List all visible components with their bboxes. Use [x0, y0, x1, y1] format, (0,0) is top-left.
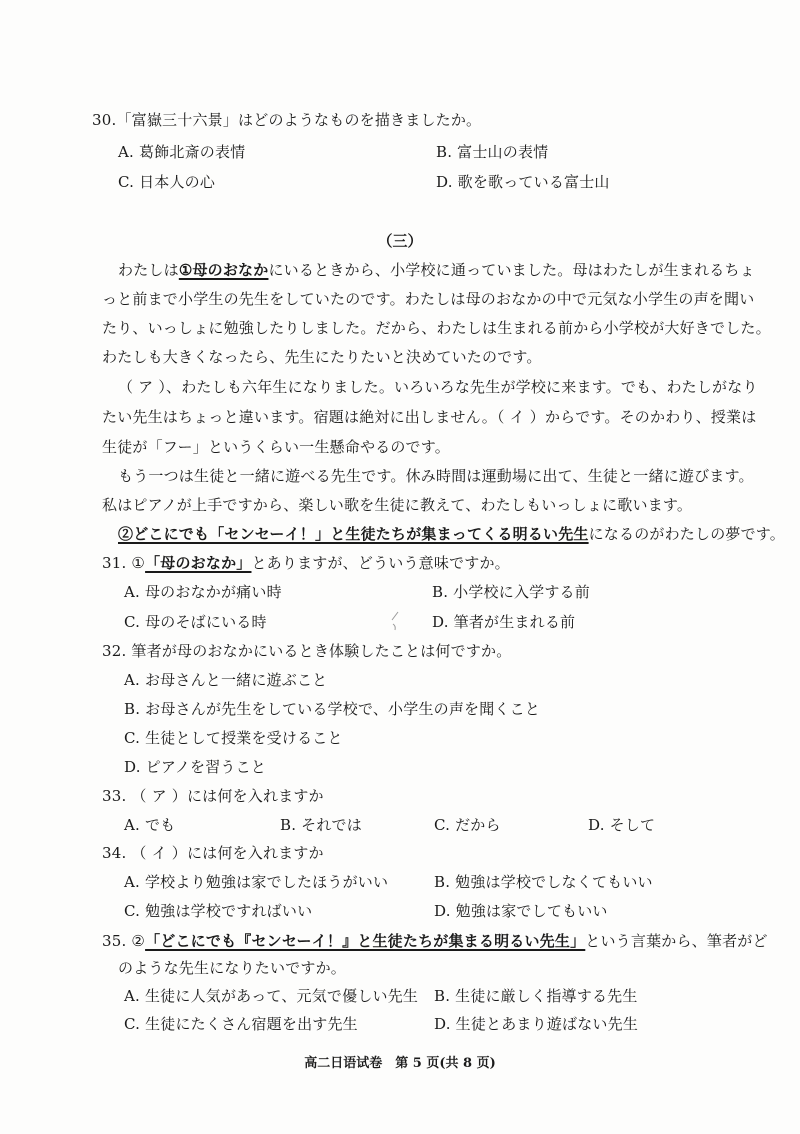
- pencil-mark: [388, 610, 404, 632]
- q35-stem-text: という言葉から、筆者がど: [585, 932, 768, 950]
- q30-stem: 30.「富嶽三十六景」はどのようなものを描きましたか。: [92, 111, 482, 129]
- q30-option-b: B. 富士山の表情: [436, 143, 549, 161]
- q34-option-c: C. 勉強は学校ですればいい: [124, 902, 313, 920]
- q32-option-b: B. お母さんが先生をしている学校で、小学生の声を聞くこと: [124, 700, 541, 718]
- q35-stem-underline: 「どこにでも『センセーイ！』と生徒たちが集まる明るい先生」: [145, 932, 586, 950]
- q31-stem-number: 31. ①: [102, 554, 146, 572]
- passage-p4-line1: [118, 524, 785, 544]
- q31-stem-underline: 「母のおなか」: [145, 554, 252, 572]
- q32-option-d: D. ピアノを習うこと: [124, 758, 267, 776]
- passage-p2-line2: たい先生はちょっと違います。宿題は絶対に出しません。（ イ ）からです。そのかわり、授業は: [102, 408, 757, 426]
- q35-stem-line2: のような先生になりたいですか。: [118, 959, 347, 977]
- passage-text: になるのがわたしの夢です。: [588, 525, 786, 543]
- q33-option-d: D. そして: [588, 816, 656, 834]
- q33-option-c: C. だから: [434, 816, 501, 834]
- passage-p1-line3: たり、いっしょに勉強したりしました。だから、わたしは生まれる前から小学校が大好きでした。: [102, 319, 771, 337]
- q35-option-b: B. 生徒に厳しく指導する先生: [434, 987, 638, 1005]
- q30-option-d: D. 歌を歌っている富士山: [436, 173, 610, 191]
- passage-underline-1: ①母のおなか: [178, 261, 269, 279]
- q35-option-d: D. 生徒とあまり遊ばない先生: [434, 1015, 639, 1033]
- passage-p1-line4: わたしも大きくなったら、先生にたりたいと決めていたのです。: [102, 348, 542, 366]
- q34-option-b: B. 勉強は学校でしなくてもいい: [434, 873, 653, 891]
- q34-option-a: A. 学校より勉強は家でしたほうがいい: [124, 873, 389, 891]
- q33-stem: 33. （ ア ）には何を入れますか: [102, 787, 324, 805]
- q34-option-d: D. 勉強は家でしてもいい: [434, 902, 608, 920]
- q31-option-d: D. 筆者が生まれる前: [432, 613, 576, 631]
- q30-option-c: C. 日本人の心: [118, 173, 216, 191]
- q33-option-b: B. それでは: [280, 816, 362, 834]
- q30-option-a: A. 葛飾北斎の表情: [118, 143, 246, 161]
- passage-p1-line1: [118, 260, 755, 280]
- q31-option-b: B. 小学校に入学する前: [432, 583, 590, 601]
- passage-p3-line2: 私はピアノが上手ですから、楽しい歌を生徒に教えて、わたしもいっしょに歌います。: [102, 496, 693, 514]
- q35-option-a: A. 生徒に人気があって、元気で優しい先生: [124, 987, 419, 1005]
- q35-option-c: C. 生徒にたくさん宿題を出す先生: [124, 1015, 358, 1033]
- page-footer: 高二日语试卷 第 5 页(共 8 页): [304, 1056, 496, 1071]
- q31-option-a: A. 母のおなかが痛い時: [124, 583, 282, 601]
- q35-stem-number: 35. ②: [102, 932, 146, 950]
- passage-p3-line1: もう一つは生徒と一緒に遊べる先生です。休み時間は運動場に出て、生徒と一緒に遊びます。: [118, 467, 754, 485]
- q32-stem: 32. 筆者が母のおなかにいるとき体験したことは何ですか。: [102, 642, 512, 660]
- section-title: （三）: [377, 232, 423, 250]
- passage-p1-line2: っと前まで小学生の先生をしていたのです。わたしは母のおなかの中で元気な小学生の声を聞い: [102, 290, 755, 308]
- passage-p2-line1: （ ア ）、わたしも六年生になりました。いろいろな先生が学校に来ます。でも、わたしがなり: [118, 378, 758, 396]
- q34-stem: 34. （ イ ）には何を入れますか: [102, 844, 324, 862]
- passage-p2-line3: 生徒が「フー」というくらい一生懸命やるのです。: [102, 438, 450, 456]
- passage-text: わたしは: [118, 261, 179, 279]
- q31-option-c: C. 母のそばにいる時: [124, 613, 267, 631]
- q32-option-c: C. 生徒として授業を受けること: [124, 729, 343, 747]
- q31-stem: [102, 553, 510, 573]
- q35-stem: [102, 931, 768, 951]
- passage-text: にいるときから、小学校に通っていました。母はわたしが生まれるちょ: [268, 261, 755, 279]
- q33-option-a: A. でも: [124, 816, 176, 834]
- q32-option-a: A. お母さんと一緒に遊ぶこと: [124, 671, 328, 689]
- passage-underline-2: ②どこにでも「センセーイ！」と生徒たちが集まってくる明るい先生: [118, 525, 589, 543]
- q31-stem-text: とありますが、どういう意味ですか。: [251, 554, 510, 572]
